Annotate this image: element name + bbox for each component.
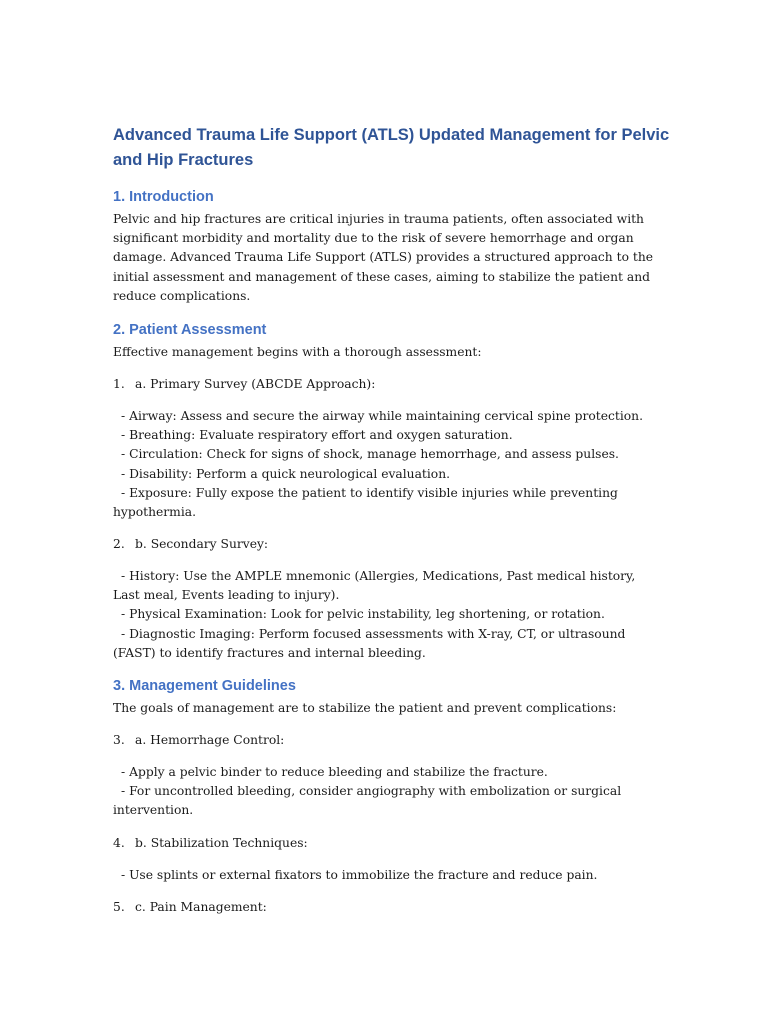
list-number: 5. bbox=[113, 900, 125, 914]
bullet-exposure: - Exposure: Fully expose the patient to identify visible injuries while preventing hypothermia. bbox=[113, 485, 618, 520]
list-label: a. Hemorrhage Control: bbox=[135, 733, 285, 747]
assessment-paragraph: Effective management begins with a thorough assessment: bbox=[113, 345, 482, 359]
secondary-survey-bullets bbox=[113, 567, 658, 663]
list-item-secondary-survey bbox=[113, 535, 268, 554]
bullet-disability: - Disability: Perform a quick neurological evaluation. bbox=[121, 466, 451, 481]
list-label: b. Stabilization Techniques: bbox=[135, 836, 308, 850]
bullet-pelvic-binder: - Apply a pelvic binder to reduce bleeding and stabilize the fracture. bbox=[121, 765, 548, 779]
introduction-paragraph: Pelvic and hip fractures are critical injuries in trauma patients, often associated with significant morbidity and mortality due to the risk of severe hemorrhage and organ damage. Advanced Trauma Life Support (ATLS) provides a structured approach to the initial assessment and management of these cases, aiming to stabilize the patient and reduce complications. bbox=[113, 212, 654, 303]
bullet-breathing: - Breathing: Evaluate respiratory effort and oxygen saturation. bbox=[121, 428, 513, 443]
list-item-primary-survey bbox=[113, 375, 375, 394]
bullet-history: - History: Use the AMPLE mnemonic (Allergies, Medications, Past medical history, Last meal, Events leading to injury). bbox=[113, 569, 636, 603]
bullet-physical-examination: - Physical Examination: Look for pelvic instability, leg shortening, or rotation. bbox=[121, 607, 605, 622]
section-heading-introduction: 1. Introduction bbox=[113, 189, 214, 205]
hemorrhage-control-bullets bbox=[113, 763, 658, 821]
bullet-splints: - Use splints or external fixators to immobilize the fracture and reduce pain. bbox=[121, 868, 598, 882]
list-item-hemorrhage-control bbox=[113, 731, 284, 750]
document-title: Advanced Trauma Life Support (ATLS) Updated Management for Pelvic and Hip Fractures bbox=[113, 126, 670, 169]
list-item-stabilization-techniques bbox=[113, 834, 308, 853]
list-number: 2. bbox=[113, 537, 125, 551]
management-paragraph: The goals of management are to stabilize the patient and prevent complications: bbox=[113, 701, 617, 715]
stabilization-bullets bbox=[113, 866, 658, 885]
primary-survey-bullets bbox=[113, 407, 658, 522]
list-label: a. Primary Survey (ABCDE Approach): bbox=[135, 377, 376, 391]
bullet-diagnostic-imaging: - Diagnostic Imaging: Perform focused assessments with X-ray, CT, or ultrasound (FAST) to identify fractures and internal bleeding. bbox=[113, 626, 626, 660]
section-heading-management-guidelines: 3. Management Guidelines bbox=[113, 678, 296, 694]
bullet-airway: - Airway: Assess and secure the airway while maintaining cervical spine protection. bbox=[121, 409, 643, 423]
section-heading-patient-assessment: 2. Patient Assessment bbox=[113, 322, 267, 338]
bullet-circulation: - Circulation: Check for signs of shock, manage hemorrhage, and assess pulses. bbox=[121, 447, 619, 462]
bullet-uncontrolled-bleeding: - For uncontrolled bleeding, consider angiography with embolization or surgical intervention. bbox=[113, 784, 622, 818]
list-number: 1. bbox=[113, 377, 125, 391]
list-label: c. Pain Management: bbox=[135, 900, 267, 914]
list-number: 4. bbox=[113, 836, 125, 850]
list-number: 3. bbox=[113, 733, 125, 747]
list-label: b. Secondary Survey: bbox=[135, 537, 269, 551]
list-item-pain-management bbox=[113, 898, 267, 917]
